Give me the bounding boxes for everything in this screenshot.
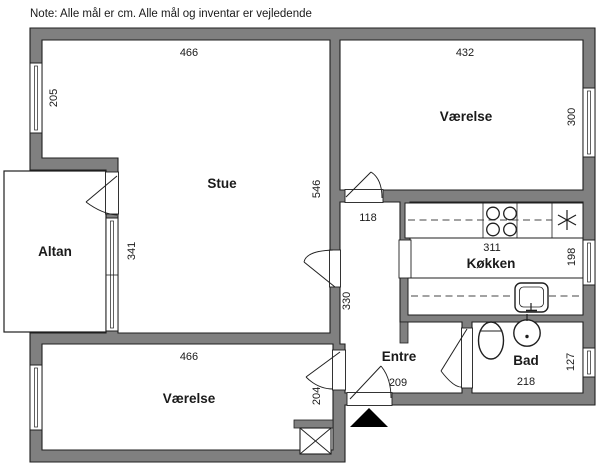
dim-bad-window: 127 [565,352,577,372]
dim-bad-width: 218 [516,376,536,388]
room-label-koekken: Køkken [466,256,516,271]
room-label-stue: Stue [207,176,237,191]
dim-vaerelse-bottom-width: 466 [179,351,199,363]
dim-balcony-wall: 341 [126,241,138,261]
door-vaerelse-top [345,172,383,203]
window-vaerelse-top-right [583,88,595,157]
dim-stue-window: 205 [48,88,60,108]
dim-koekken-window: 198 [566,247,578,267]
dim-stue-width: 466 [179,47,199,59]
sink-icon [515,283,548,312]
door-vaerelse-bottom [306,350,346,390]
door-bad [441,328,473,388]
dim-vaerelse-bottom-door: 204 [311,386,323,406]
window-bad-right [583,348,595,377]
wall-stub [400,322,408,343]
dim-hall-depth: 330 [341,291,353,311]
room-label-altan: Altan [38,244,72,259]
door-entrance [347,366,392,406]
windows [30,63,595,430]
entrance-arrow-icon [350,408,388,427]
window-stue-left [30,63,42,133]
room-label-entre: Entre [381,349,417,364]
dim-vaerelse-top-width: 432 [455,47,475,59]
dim-koekken-width: 311 [483,242,501,254]
window-balcony-wall [106,218,118,331]
window-koekken-right [583,240,595,285]
door-stue [304,250,341,287]
note-text: Note: Alle mål er cm. Alle mål og inventar er vejledende [30,8,312,20]
toilet-icon [479,322,504,359]
doorway-koekken [399,240,411,278]
shaft-icon [294,420,333,454]
dim-vaerelse-top-window: 300 [566,107,578,127]
dim-entrance-door: 209 [388,377,408,389]
room-label-vaerelse-top: Værelse [439,109,493,124]
window-vaerelse-bottom-left [30,365,42,430]
room-label-bad: Bad [513,353,539,368]
dim-stue-depth: 546 [311,179,323,199]
dim-hall-width: 118 [359,212,377,224]
room-label-vaerelse-bottom: Værelse [162,391,216,406]
